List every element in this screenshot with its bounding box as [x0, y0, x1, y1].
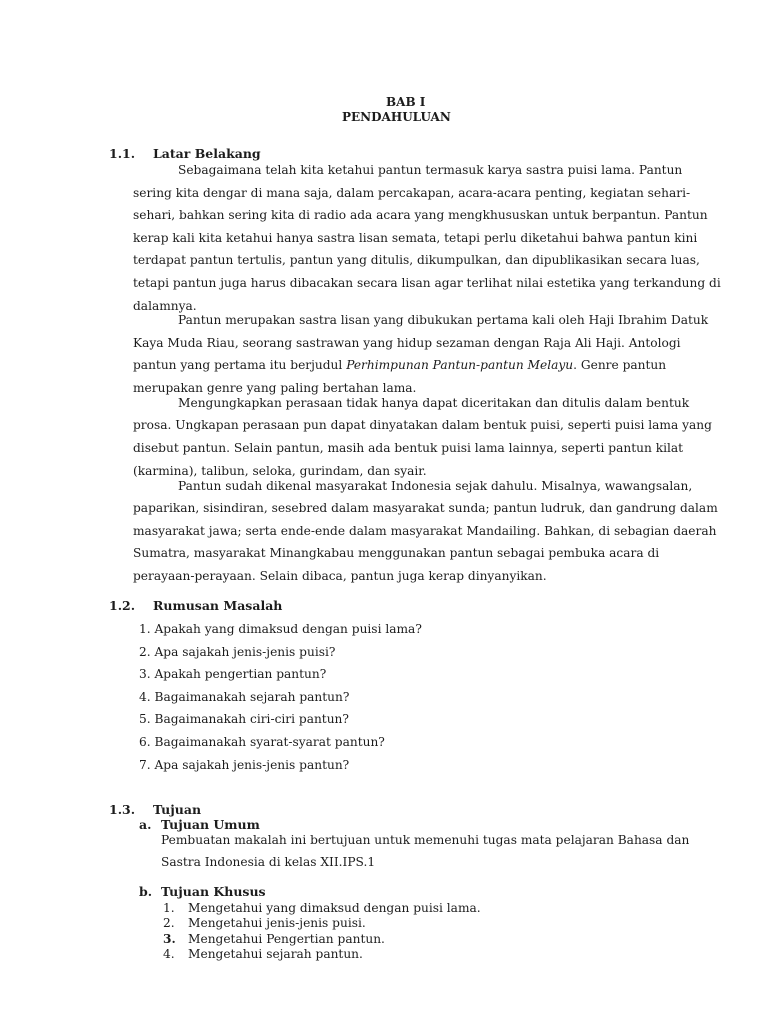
paragraph-line: Sastra Indonesia di kelas XII.IPS.1: [161, 855, 376, 869]
subsection-heading: Tujuan Khusus: [161, 884, 266, 899]
list-item: Mengetahui sejarah pantun.: [188, 947, 363, 961]
paragraph-line: prosa. Ungkapan perasaan pun dapat dinyatakan dalam bentuk puisi, seperti puisi lama yang: [133, 418, 712, 432]
list-item: 4. Bagaimanakah sejarah pantun?: [139, 690, 350, 704]
paragraph-line: perayaan-perayaan. Selain dibaca, pantun juga kerap dinyanyikan.: [133, 569, 547, 583]
list-item: Mengetahui Pengertian pantun.: [188, 932, 385, 946]
paragraph-line: sering kita dengar di mana saja, dalam percakapan, acara-acara penting, kegiatan sehari-: [133, 186, 691, 200]
paragraph-line: terdapat pantun tertulis, pantun yang ditulis, dikumpulkan, dan dipublikasikan secara luas,: [133, 253, 700, 267]
list-item: Mengetahui yang dimaksud dengan puisi lama.: [188, 901, 481, 915]
list-item: Mengetahui jenis-jenis puisi.: [188, 916, 366, 930]
chapter-label: BAB I: [386, 95, 426, 109]
section-number: 1.1.: [109, 146, 136, 161]
subsection-label: b.: [139, 884, 153, 899]
chapter-title: PENDAHULUAN: [342, 110, 451, 124]
paragraph-line: Pembuatan makalah ini bertujuan untuk memenuhi tugas mata pelajaran Bahasa dan: [161, 833, 690, 847]
subsection-heading: Tujuan Umum: [161, 817, 260, 832]
paragraph-line: paparikan, sisindiran, sesebred dalam masyarakat sunda; pantun ludruk, dan gandrung dalam: [133, 501, 718, 515]
section-heading: Tujuan: [153, 802, 202, 817]
section-number: 1.3.: [109, 802, 136, 817]
paragraph-line: Mengungkapkan perasaan tidak hanya dapat diceritakan dan ditulis dalam bentuk: [178, 396, 690, 410]
section-heading: Rumusan Masalah: [153, 598, 283, 613]
paragraph-line: dalamnya.: [133, 299, 197, 313]
list-item: 6. Bagaimanakah syarat-syarat pantun?: [139, 735, 385, 749]
paragraph-line: [133, 357, 666, 373]
paragraph-line: Sumatra, masyarakat Minangkabau menggunakan pantun sebagai pembuka acara di: [133, 546, 660, 560]
paragraph-line: Sebagaimana telah kita ketahui pantun termasuk karya sastra puisi lama. Pantun: [178, 163, 683, 177]
list-item: 1. Apakah yang dimaksud dengan puisi lama?: [139, 622, 422, 636]
section-heading: Latar Belakang: [153, 146, 261, 161]
list-item-number: 3.: [163, 932, 176, 946]
subsection-label: a.: [139, 817, 152, 832]
paragraph-line: sehari, bahkan sering kita di radio ada acara yang mengkhususkan untuk berpantun. Pantun: [133, 208, 708, 222]
paragraph-line: kerap kali kita ketahui hanya sastra lisan semata, tetapi perlu diketahui bahwa pantun kini: [133, 231, 698, 245]
paragraph-line: disebut pantun. Selain pantun, masih ada bentuk puisi lama lainnya, seperti pantun kilat: [133, 441, 684, 455]
list-item: 2. Apa sajakah jenis-jenis puisi?: [139, 645, 336, 659]
paragraph-line: Kaya Muda Riau, seorang sastrawan yang hidup sezaman dengan Raja Ali Haji. Antologi: [133, 336, 681, 350]
list-item: 3. Apakah pengertian pantun?: [139, 667, 327, 681]
list-item-number: 4.: [163, 947, 175, 961]
list-item: 5. Bagaimanakah ciri-ciri pantun?: [139, 712, 349, 726]
paragraph-text: . Genre pantun: [573, 358, 667, 372]
paragraph-line: Pantun sudah dikenal masyarakat Indonesia sejak dahulu. Misalnya, wawangsalan,: [178, 479, 693, 493]
paragraph-line: Pantun merupakan sastra lisan yang dibukukan pertama kali oleh Haji Ibrahim Datuk: [178, 313, 709, 327]
paragraph-line: tetapi pantun juga harus dibacakan secara lisan agar terlihat nilai estetika yang terkandung di: [133, 276, 721, 290]
list-item: 7. Apa sajakah jenis-jenis pantun?: [139, 758, 350, 772]
paragraph-text: pantun yang pertama itu berjudul: [133, 358, 347, 372]
paragraph-line: merupakan genre yang paling bertahan lama.: [133, 381, 417, 395]
paragraph-line: (karmina), talibun, seloka, gurindam, dan syair.: [133, 464, 427, 478]
paragraph-line: masyarakat jawa; serta ende-ende dalam masyarakat Mandailing. Bahkan, di sebagian daerah: [133, 524, 717, 538]
book-title: Perhimpunan Pantun-pantun Melayu: [346, 358, 574, 372]
list-item-number: 1.: [163, 901, 175, 915]
section-number: 1.2.: [109, 598, 136, 613]
list-item-number: 2.: [163, 916, 175, 930]
